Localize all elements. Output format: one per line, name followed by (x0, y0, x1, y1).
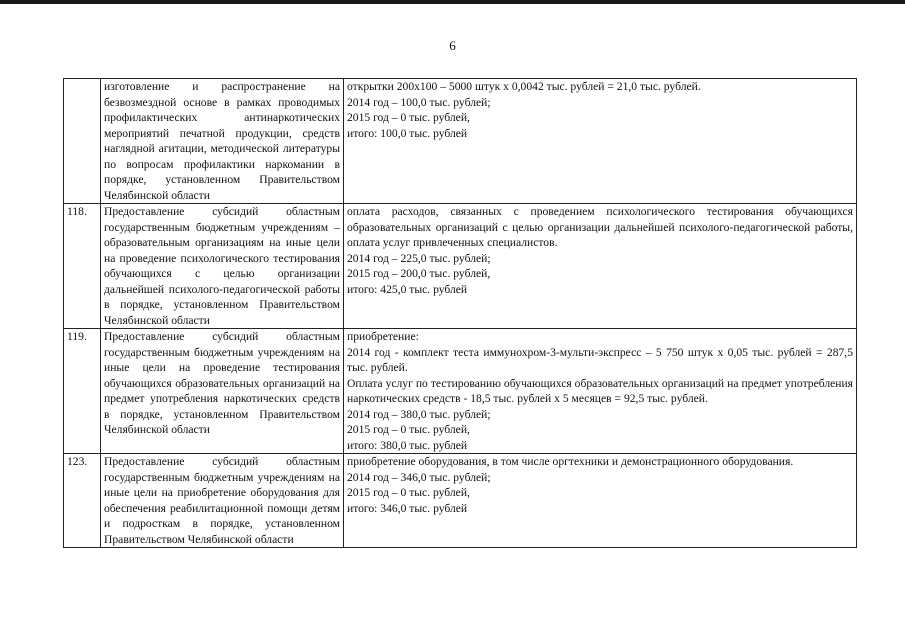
row-calculation (344, 454, 857, 548)
calculation-line: итого: 425,0 тыс. рублей (347, 282, 468, 296)
calculation-line: 2015 год – 200,0 тыс. рублей, (347, 267, 491, 280)
calculation-line: 2014 год – 346,0 тыс. рублей; (347, 470, 491, 484)
table-row (64, 204, 857, 329)
calculation-line: 2015 год – 0 тыс. рублей, (347, 486, 470, 499)
calculation-line: приобретение оборудования, в том числе оргтехники и демонстрационного оборудования. (347, 455, 794, 468)
calculation-line: итого: 346,0 тыс. рублей (347, 501, 468, 515)
calculation-line: приобретение: (347, 330, 419, 343)
document-table (63, 78, 857, 548)
table-row (64, 329, 857, 454)
row-description: Предоставление субсидий областным государственным бюджетным учреждениям на иные цели на приобретение оборудования для обеспечения реабилитационной помощи детям и подросткам в порядке, установленном Правительством Челябинской области (101, 454, 344, 548)
row-number: 123. (64, 454, 101, 548)
calculation-line: 2014 год – 225,0 тыс. рублей; (347, 251, 491, 265)
row-number: 118. (64, 204, 101, 329)
row-number: 119. (64, 329, 101, 454)
row-calculation (344, 329, 857, 454)
table-row (64, 454, 857, 548)
scan-top-edge (0, 0, 905, 4)
calculation-line: 2014 год - комплект теста иммунохром-3-мульти-экспресс – 5 750 штук х 0,05 тыс. рублей = 287,5 тыс. рублей. (347, 345, 853, 374)
row-description: Предоставление субсидий областным государственным бюджетным учреждениям на иные цели на проведение тестирования обучающихся образовательных организаций на предмет употребления наркотических средств в порядке, установленном Правительством Челябинской области (101, 329, 344, 454)
calculation-line: итого: 380,0 тыс. рублей (347, 438, 468, 452)
row-calculation (344, 79, 857, 204)
row-number (64, 79, 101, 204)
calculation-line: итого: 100,0 тыс. рублей (347, 126, 468, 140)
calculation-line: 2014 год – 100,0 тыс. рублей; (347, 95, 491, 109)
row-calculation (344, 204, 857, 329)
calculation-line: 2014 год – 380,0 тыс. рублей; (347, 407, 491, 421)
page-number: 6 (449, 38, 456, 53)
calculation-line: 2015 год – 0 тыс. рублей, (347, 111, 470, 124)
calculation-line: оплата расходов, связанных с проведением психологического тестирования обучающихся образовательных организаций с целью организации дальнейшей психолого-педагогической работы, оплата услуг привлеченных специалистов. (347, 205, 853, 249)
row-description: Предоставление субсидий областным государственным бюджетным учреждениям – образовательным организациям на иные цели на проведение психологического тестирования обучающихся с целью организации дальнейшей психолого-педагогической работы в порядке, установленном Правительством Челябинской области (101, 204, 344, 329)
row-description: изготовление и распространение на безвозмездной основе в рамках проводимых профилактических антинаркотических мероприятий печатной продукции, средств наглядной агитации, методической литературы по вопросам профилактики наркомании в порядке, установленном Правительством Челябинской области (101, 79, 344, 204)
calculation-line: 2015 год – 0 тыс. рублей, (347, 423, 470, 436)
table-row (64, 79, 857, 204)
calculation-line: Оплата услуг по тестированию обучающихся образовательных организаций на предмет употребления наркотических средств - 18,5 тыс. рублей х 5 месяцев = 92,5 тыс. рублей. (347, 376, 853, 405)
calculation-line: открытки 200х100 – 5000 штук х 0,0042 тыс. рублей = 21,0 тыс. рублей. (347, 80, 701, 93)
